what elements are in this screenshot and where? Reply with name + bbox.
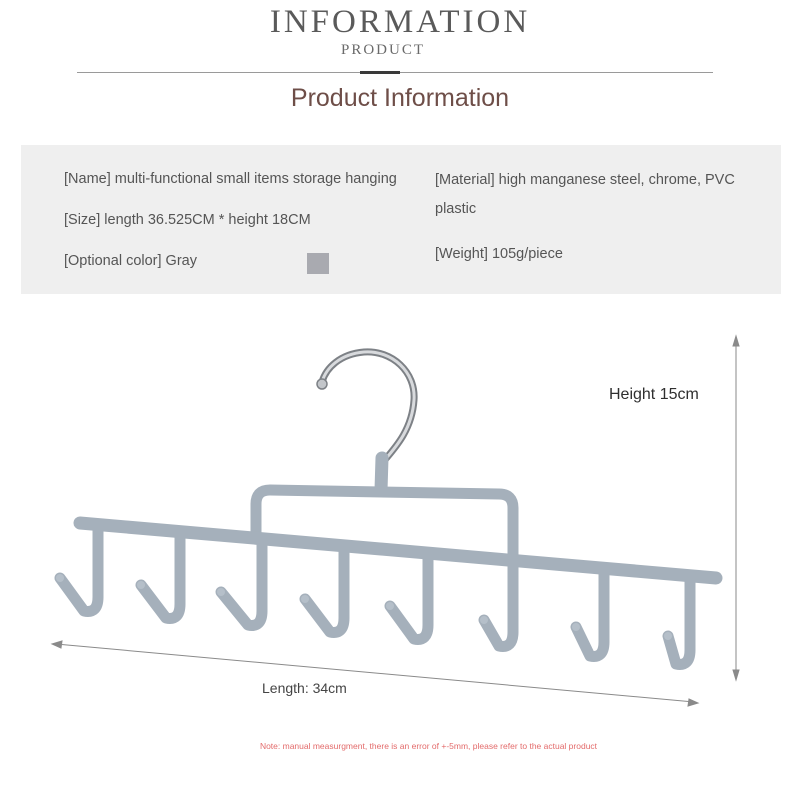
spec-name: [Name] multi-functional small items storage hanging [64, 171, 397, 187]
height-label: Height 15cm [609, 386, 699, 403]
hanger-body [60, 458, 716, 664]
spec-size: [Size] length 36.525CM * height 18CM [64, 212, 311, 228]
height-arrow [733, 336, 739, 680]
spec-color: [Optional color] Gray [64, 253, 197, 269]
hanger-hook-icon [317, 352, 414, 462]
spec-weight: [Weight] 105g/piece [435, 246, 563, 262]
measurement-note: Note: manual measurgment, there is an error of +-5mm, please refer to the actual product [259, 741, 598, 751]
length-label: Length: 34cm [262, 680, 347, 696]
spec-material: [Material] high manganese steel, chrome, PVC plastic [435, 172, 735, 217]
header-title: INFORMATION [269, 4, 531, 40]
header-subtitle: PRODUCT [340, 42, 425, 58]
section-title: Product Information [290, 84, 510, 112]
